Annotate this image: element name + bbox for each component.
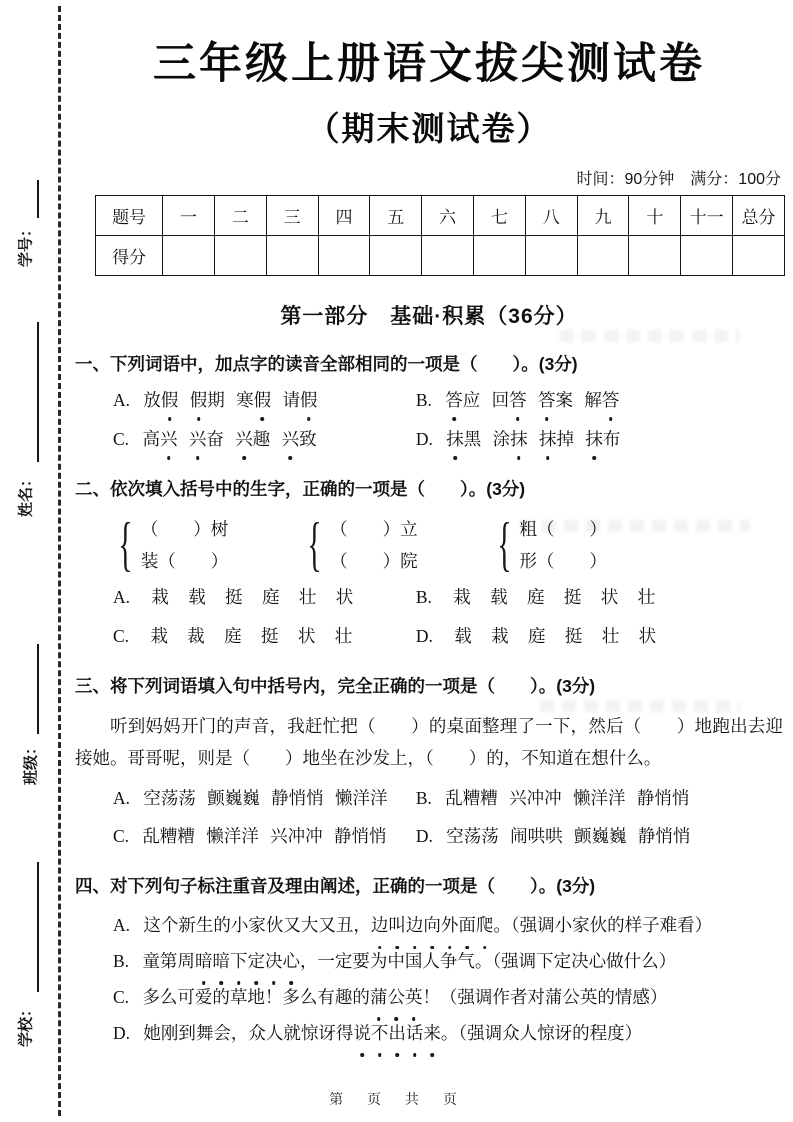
question-3	[75, 673, 783, 853]
option-label: B.	[415, 390, 432, 411]
option-A: A. 这个新生的小家伙又大又丑，边叫边向外面爬。（强调小家伙的样子难看）	[113, 908, 783, 944]
fill-blank-lines	[519, 516, 607, 573]
score-table-question-number: 十	[629, 196, 681, 236]
option-label: D.	[415, 826, 433, 847]
option-C: C. 多么可爱的草地！多么有趣的蒲公英！（强调作者对蒲公英的情感）	[113, 980, 783, 1016]
student-field-write-line	[37, 180, 39, 218]
emphasis-dot-char: 下	[230, 944, 248, 980]
score-table-question-number: 总分	[733, 196, 785, 236]
option-B: B. 乱糟糟 兴冲冲 懒洋洋 静悄悄	[415, 787, 690, 808]
emphasis-dot-char: 假	[254, 386, 272, 416]
question-stem: 四、对下列句子标注重音及理由阐述，正确的一项是（ ）。(3分)	[75, 876, 596, 896]
emphasis-dot-char: 向	[423, 908, 441, 944]
emphasis-dot-char: 决	[265, 944, 283, 980]
emphasis-dot-char: 抹	[539, 425, 557, 455]
emphasis-dot-char: 说	[353, 1016, 371, 1052]
paper-subtitle: （期末测试卷）	[306, 110, 552, 147]
emphasis-dot-char: 答	[509, 386, 527, 416]
option-C: C. 高兴 兴奋 兴趣 兴致	[113, 425, 416, 455]
option-A: A. 栽 载 挺 庭 壮 状	[113, 587, 354, 607]
emphasis-dot-char: 抹	[510, 425, 528, 455]
student-field-write-line	[37, 862, 39, 992]
fill-blank-line: （ ）树	[140, 518, 229, 539]
page-footer: 第 页 共 页	[329, 1091, 464, 1107]
score-table-question-number: 八	[525, 196, 577, 236]
student-field-label: 学号：	[17, 222, 35, 268]
section-title: 第一部分 基础·积累（36分）	[280, 305, 578, 328]
score-empty-cell	[370, 236, 422, 276]
emphasis-dot-char: 假	[300, 386, 318, 416]
questions-area	[75, 351, 783, 1052]
score-row-label: 得分	[96, 236, 163, 276]
question-stem: 三、将下列词语填入句中括号内，完全正确的一项是（ ）。(3分)	[75, 675, 596, 696]
score-empty-cell	[525, 236, 577, 276]
emphasis-dot-char: 蒲	[370, 980, 388, 1016]
emphasis-dot-char: 公	[387, 980, 405, 1016]
score-empty-cell	[266, 236, 318, 276]
option-label: D.	[415, 429, 433, 449]
fill-blank-group	[490, 511, 607, 577]
student-field-label: 班级：	[22, 740, 40, 786]
option-label: B.	[415, 787, 432, 808]
fill-blank-group	[300, 511, 418, 577]
option-label: B.	[113, 951, 130, 972]
exam-paper-content	[62, 0, 793, 1052]
fill-blank-groups	[111, 511, 783, 577]
score-table-question-number: 三	[266, 196, 318, 236]
fill-blank-lines	[330, 516, 418, 573]
option-label: D.	[113, 1022, 131, 1043]
exam-time-score-meta: 时间：90分钟 满分：100分	[576, 171, 781, 188]
fill-blank-line: （ ）院	[330, 550, 418, 571]
score-table-question-number: 五	[370, 196, 422, 236]
emphasis-dot-char: 面	[458, 908, 476, 944]
emphasis-dot-char: 抹	[585, 425, 603, 455]
option-C: C. 栽 裁 庭 挺 状 壮	[113, 625, 353, 646]
brace-icon: {	[118, 511, 133, 577]
score-empty-cell	[422, 236, 474, 276]
option-label: C.	[113, 625, 130, 646]
score-table-question-number: 七	[474, 196, 526, 236]
emphasis-dot-char: 兴	[235, 425, 253, 455]
fill-blank-line: 粗（ ）	[519, 518, 607, 539]
brace-icon: {	[307, 511, 322, 577]
option-label: A.	[113, 915, 131, 936]
option-A: A. 放假 假期 寒假 请假	[113, 386, 416, 416]
emphasis-dot-char: 答	[445, 386, 463, 416]
question-4	[75, 873, 783, 1052]
question-2	[75, 476, 783, 652]
option-D: D. 载 栽 庭 挺 壮 状	[415, 625, 657, 646]
score-empty-cell	[733, 236, 785, 276]
option-label: A.	[113, 390, 131, 411]
score-table-question-number: 六	[422, 196, 474, 236]
score-table-score-row	[96, 236, 785, 276]
emphasis-dot-char: 边	[406, 908, 424, 944]
question-passage: 听到妈妈开门的声音，我赶忙把（ ）的桌面整理了一下，然后（ ）地跑出去迎接她。哥哥呢，则是（ ）地坐在沙发上，（ ）的，不知道在想什么。	[75, 715, 783, 769]
option-B: B. 童第周暗暗下定决心，一定要为中国人争气。（强调下定决心做什么）	[113, 944, 783, 980]
emphasis-dot-char: 兴	[160, 425, 178, 455]
score-empty-cell	[681, 236, 733, 276]
emphasis-dot-char: 兴	[189, 425, 207, 455]
option-label: C.	[113, 826, 130, 847]
question-stem: 一、下列词语中，加点字的读音全部相同的一项是（ ）。(3分)	[75, 354, 578, 374]
options-list	[113, 583, 783, 652]
score-empty-cell	[318, 236, 370, 276]
score-table-question-number: 二	[214, 196, 266, 236]
emphasis-dot-char: 答	[602, 386, 620, 416]
option-label: C.	[113, 987, 130, 1007]
emphasis-dot-char: 不	[371, 1016, 389, 1052]
score-empty-cell	[163, 236, 215, 276]
option-D: D. 抹黑 涂抹 抹掉 抹布	[416, 425, 783, 455]
option-label: B.	[415, 587, 432, 607]
student-info-sidebar	[0, 0, 62, 1122]
fill-blank-line: 装（ ）	[140, 550, 229, 571]
score-table-question-number: 四	[318, 196, 370, 236]
score-table-corner-label: 题号	[96, 196, 163, 236]
options-list	[113, 908, 783, 1052]
option-C: C. 乱糟糟 懒洋洋 兴冲冲 静悄悄	[113, 826, 387, 847]
option-D: D. 空荡荡 闹哄哄 颤巍巍 静悄悄	[415, 826, 691, 847]
emphasis-dot-char: 边	[371, 908, 389, 944]
student-field-label: 姓名：	[17, 472, 35, 518]
score-empty-cell	[214, 236, 266, 276]
emphasis-dot-char: 英	[405, 980, 423, 1016]
student-field-write-line	[37, 644, 39, 734]
emphasis-dot-char: 假	[190, 386, 208, 416]
score-empty-cell	[474, 236, 526, 276]
paper-title: 三年级上册语文拔尖测试卷	[153, 40, 705, 88]
emphasis-dot-char: 来	[423, 1016, 441, 1052]
emphasis-dot-char: 爬	[476, 908, 494, 944]
option-D: D. 她刚到舞会，众人就惊讶得说不出话来。（强调众人惊讶的程度）	[113, 1016, 783, 1052]
score-table-header-row	[96, 196, 785, 236]
score-empty-cell	[577, 236, 629, 276]
question-stem: 二、依次填入括号中的生字，正确的一项是（ ）。(3分)	[75, 478, 526, 499]
emphasis-dot-char: 出	[388, 1016, 406, 1052]
option-label: A.	[113, 587, 131, 607]
score-empty-cell	[629, 236, 681, 276]
option-label: C.	[113, 429, 130, 449]
score-table	[95, 195, 785, 276]
fill-blank-line: 形（ ）	[519, 550, 607, 571]
emphasis-dot-char: 外	[441, 908, 459, 944]
option-B: B. 答应 回答 答案 解答	[416, 386, 783, 416]
fill-blank-line: （ ）立	[330, 518, 418, 539]
option-label: D.	[415, 625, 433, 646]
emphasis-dot-char: 抹	[446, 425, 464, 455]
option-B: B. 栽 载 庭 挺 状 壮	[415, 587, 656, 607]
brace-icon: {	[496, 511, 512, 577]
student-field-label: 学校：	[17, 1002, 35, 1048]
emphasis-dot-char: 假	[161, 386, 179, 416]
emphasis-dot-char: 兴	[282, 425, 300, 455]
student-field-write-line	[37, 322, 39, 462]
emphasis-dot-char: 暗	[195, 944, 213, 980]
fill-blank-group	[111, 511, 229, 577]
emphasis-dot-char: 暗	[212, 944, 230, 980]
score-table-question-number: 九	[577, 196, 629, 236]
options-list	[113, 784, 783, 853]
option-label: A.	[113, 787, 131, 808]
option-A: A. 空荡荡 颤巍巍 静悄悄 懒洋洋	[113, 787, 388, 808]
emphasis-dot-char: 答	[538, 386, 556, 416]
emphasis-dot-char: 定	[247, 944, 265, 980]
score-table-question-number: 十一	[681, 196, 733, 236]
score-table-question-number: 一	[163, 196, 215, 236]
binding-dashed-line	[58, 6, 61, 1116]
fill-blank-lines	[141, 516, 229, 573]
emphasis-dot-char: 叫	[388, 908, 406, 944]
emphasis-dot-char: 心	[282, 944, 300, 980]
emphasis-dot-char: 话	[406, 1016, 424, 1052]
question-1	[75, 351, 783, 455]
options-list	[113, 386, 783, 455]
